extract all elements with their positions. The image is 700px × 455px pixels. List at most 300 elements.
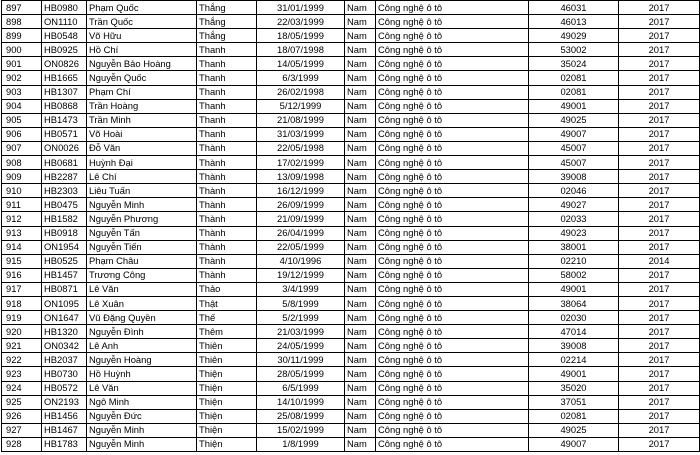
year-cell: 2017 — [619, 395, 700, 409]
student-code-cell: ON1110 — [42, 15, 87, 29]
table-row — [2, 85, 700, 99]
major-cell: Công nghệ ô tô — [376, 423, 529, 437]
gender-cell: Nam — [345, 339, 376, 353]
row-number-cell: 916 — [2, 268, 42, 282]
class-code-cell: 49027 — [529, 198, 619, 212]
major-cell: Công nghệ ô tô — [376, 43, 529, 57]
major-cell: Công nghệ ô tô — [376, 296, 529, 310]
last-middle-name-cell: Nguyễn Minh — [87, 437, 197, 451]
last-middle-name-cell: Nguyễn Quốc — [87, 71, 197, 85]
first-name-cell: Thiện — [197, 409, 257, 423]
row-number-cell: 913 — [2, 226, 42, 240]
table-row — [2, 212, 700, 226]
first-name-cell: Thiên — [197, 339, 257, 353]
table-row — [2, 198, 700, 212]
major-cell: Công nghệ ô tô — [376, 198, 529, 212]
gender-cell: Nam — [345, 254, 376, 268]
gender-cell: Nam — [345, 184, 376, 198]
first-name-cell: Thiện — [197, 437, 257, 451]
student-code-cell: HB1665 — [42, 71, 87, 85]
student-code-cell: HB1783 — [42, 437, 87, 451]
row-number-cell: 900 — [2, 43, 42, 57]
birth-date-cell: 26/09/1999 — [257, 198, 345, 212]
student-code-cell: HB0548 — [42, 29, 87, 43]
row-number-cell: 919 — [2, 311, 42, 325]
last-middle-name-cell: Trần Hoàng — [87, 99, 197, 113]
birth-date-cell: 21/03/1999 — [257, 325, 345, 339]
table-row — [2, 57, 700, 71]
student-code-cell: HB2303 — [42, 184, 87, 198]
table-row — [2, 113, 700, 127]
major-cell: Công nghệ ô tô — [376, 212, 529, 226]
first-name-cell: Thành — [197, 254, 257, 268]
student-code-cell: HB1456 — [42, 409, 87, 423]
major-cell: Công nghệ ô tô — [376, 268, 529, 282]
birth-date-cell: 31/03/1999 — [257, 127, 345, 141]
first-name-cell: Thanh — [197, 113, 257, 127]
student-code-cell: HB0572 — [42, 381, 87, 395]
table-row — [2, 15, 700, 29]
year-cell: 2017 — [619, 1, 700, 15]
row-number-cell: 921 — [2, 339, 42, 353]
last-middle-name-cell: Đỗ Văn — [87, 141, 197, 155]
student-code-cell: HB1457 — [42, 268, 87, 282]
table-row — [2, 325, 700, 339]
class-code-cell: 49001 — [529, 367, 619, 381]
birth-date-cell: 22/05/1998 — [257, 141, 345, 155]
major-cell: Công nghệ ô tô — [376, 325, 529, 339]
class-code-cell: 37051 — [529, 395, 619, 409]
gender-cell: Nam — [345, 71, 376, 85]
table-row — [2, 353, 700, 367]
table-row — [2, 226, 700, 240]
year-cell: 2017 — [619, 226, 700, 240]
year-cell: 2017 — [619, 156, 700, 170]
last-middle-name-cell: Lê Chí — [87, 170, 197, 184]
class-code-cell: 53002 — [529, 43, 619, 57]
gender-cell: Nam — [345, 85, 376, 99]
birth-date-cell: 21/08/1999 — [257, 113, 345, 127]
major-cell: Công nghệ ô tô — [376, 85, 529, 99]
year-cell: 2017 — [619, 367, 700, 381]
first-name-cell: Thêm — [197, 325, 257, 339]
last-middle-name-cell: Nguyễn Tấn — [87, 226, 197, 240]
year-cell: 2017 — [619, 409, 700, 423]
birth-date-cell: 31/01/1999 — [257, 1, 345, 15]
year-cell: 2017 — [619, 311, 700, 325]
row-number-cell: 910 — [2, 184, 42, 198]
last-middle-name-cell: Phạm Chí — [87, 85, 197, 99]
student-code-cell: HB1320 — [42, 325, 87, 339]
major-cell: Công nghệ ô tô — [376, 226, 529, 240]
major-cell: Công nghệ ô tô — [376, 71, 529, 85]
row-number-cell: 928 — [2, 437, 42, 451]
table-row — [2, 99, 700, 113]
year-cell: 2017 — [619, 325, 700, 339]
birth-date-cell: 21/09/1999 — [257, 212, 345, 226]
table-row — [2, 409, 700, 423]
major-cell: Công nghệ ô tô — [376, 113, 529, 127]
student-code-cell: ON0342 — [42, 339, 87, 353]
gender-cell: Nam — [345, 127, 376, 141]
student-code-cell: ON1954 — [42, 240, 87, 254]
class-code-cell: 02081 — [529, 409, 619, 423]
last-middle-name-cell: Lê Văn — [87, 381, 197, 395]
row-number-cell: 897 — [2, 1, 42, 15]
class-code-cell: 45007 — [529, 141, 619, 155]
major-cell: Công nghệ ô tô — [376, 15, 529, 29]
year-cell: 2017 — [619, 423, 700, 437]
year-cell: 2017 — [619, 198, 700, 212]
class-code-cell: 49007 — [529, 127, 619, 141]
major-cell: Công nghệ ô tô — [376, 29, 529, 43]
major-cell: Công nghệ ô tô — [376, 437, 529, 451]
birth-date-cell: 22/03/1999 — [257, 15, 345, 29]
student-code-cell: HB1467 — [42, 423, 87, 437]
major-cell: Công nghệ ô tô — [376, 367, 529, 381]
major-cell: Công nghệ ô tô — [376, 395, 529, 409]
table-row — [2, 282, 700, 296]
class-code-cell: 49023 — [529, 226, 619, 240]
last-middle-name-cell: Huỳnh Đại — [87, 156, 197, 170]
row-number-cell: 901 — [2, 57, 42, 71]
row-number-cell: 914 — [2, 240, 42, 254]
class-code-cell: 49007 — [529, 437, 619, 451]
year-cell: 2017 — [619, 99, 700, 113]
table-row — [2, 423, 700, 437]
year-cell: 2017 — [619, 113, 700, 127]
birth-date-cell: 14/05/1999 — [257, 57, 345, 71]
row-number-cell: 917 — [2, 282, 42, 296]
row-number-cell: 923 — [2, 367, 42, 381]
class-code-cell: 02046 — [529, 184, 619, 198]
birth-date-cell: 13/09/1998 — [257, 170, 345, 184]
first-name-cell: Thanh — [197, 71, 257, 85]
row-number-cell: 927 — [2, 423, 42, 437]
last-middle-name-cell: Lê Xuân — [87, 296, 197, 310]
birth-date-cell: 30/11/1999 — [257, 353, 345, 367]
last-middle-name-cell: Nguyễn Minh — [87, 423, 197, 437]
row-number-cell: 924 — [2, 381, 42, 395]
gender-cell: Nam — [345, 325, 376, 339]
row-number-cell: 908 — [2, 156, 42, 170]
year-cell: 2017 — [619, 43, 700, 57]
major-cell: Công nghệ ô tô — [376, 57, 529, 71]
last-middle-name-cell: Nguyễn Hoàng — [87, 353, 197, 367]
student-code-cell: HB0730 — [42, 367, 87, 381]
student-code-cell: HB1473 — [42, 113, 87, 127]
class-code-cell: 02214 — [529, 353, 619, 367]
first-name-cell: Thật — [197, 296, 257, 310]
major-cell: Công nghệ ô tô — [376, 254, 529, 268]
row-number-cell: 909 — [2, 170, 42, 184]
birth-date-cell: 19/12/1999 — [257, 268, 345, 282]
last-middle-name-cell: Hồ Chí — [87, 43, 197, 57]
first-name-cell: Thiện — [197, 367, 257, 381]
gender-cell: Nam — [345, 395, 376, 409]
gender-cell: Nam — [345, 409, 376, 423]
table-row — [2, 156, 700, 170]
first-name-cell: Thành — [197, 240, 257, 254]
row-number-cell: 903 — [2, 85, 42, 99]
first-name-cell: Thanh — [197, 43, 257, 57]
first-name-cell: Thiện — [197, 395, 257, 409]
first-name-cell: Thế — [197, 311, 257, 325]
major-cell: Công nghệ ô tô — [376, 1, 529, 15]
year-cell: 2017 — [619, 282, 700, 296]
year-cell: 2017 — [619, 240, 700, 254]
class-code-cell: 02030 — [529, 311, 619, 325]
row-number-cell: 911 — [2, 198, 42, 212]
first-name-cell: Thành — [197, 198, 257, 212]
gender-cell: Nam — [345, 15, 376, 29]
gender-cell: Nam — [345, 381, 376, 395]
birth-date-cell: 15/02/1999 — [257, 423, 345, 437]
table-row — [2, 170, 700, 184]
last-middle-name-cell: Trần Quốc — [87, 15, 197, 29]
major-cell: Công nghệ ô tô — [376, 99, 529, 113]
major-cell: Công nghệ ô tô — [376, 381, 529, 395]
birth-date-cell: 17/02/1999 — [257, 156, 345, 170]
student-list-table — [1, 0, 700, 452]
major-cell: Công nghệ ô tô — [376, 339, 529, 353]
year-cell: 2017 — [619, 268, 700, 282]
class-code-cell: 49029 — [529, 29, 619, 43]
table-row — [2, 311, 700, 325]
first-name-cell: Thành — [197, 156, 257, 170]
first-name-cell: Thành — [197, 170, 257, 184]
first-name-cell: Thành — [197, 184, 257, 198]
last-middle-name-cell: Võ Hữu — [87, 29, 197, 43]
table-row — [2, 367, 700, 381]
major-cell: Công nghệ ô tô — [376, 282, 529, 296]
year-cell: 2017 — [619, 85, 700, 99]
table-row — [2, 71, 700, 85]
year-cell: 2017 — [619, 15, 700, 29]
year-cell: 2017 — [619, 339, 700, 353]
birth-date-cell: 5/12/1999 — [257, 99, 345, 113]
first-name-cell: Thắng — [197, 1, 257, 15]
row-number-cell: 922 — [2, 353, 42, 367]
student-code-cell: ON1647 — [42, 311, 87, 325]
first-name-cell: Thắng — [197, 15, 257, 29]
student-code-cell: ON1095 — [42, 296, 87, 310]
class-code-cell: 35020 — [529, 381, 619, 395]
birth-date-cell: 3/4/1999 — [257, 282, 345, 296]
table-row — [2, 29, 700, 43]
year-cell: 2017 — [619, 184, 700, 198]
row-number-cell: 912 — [2, 212, 42, 226]
last-middle-name-cell: Nguyễn Phương — [87, 212, 197, 226]
gender-cell: Nam — [345, 212, 376, 226]
table-row — [2, 240, 700, 254]
gender-cell: Nam — [345, 296, 376, 310]
year-cell: 2017 — [619, 353, 700, 367]
last-middle-name-cell: Nguyễn Đình — [87, 325, 197, 339]
major-cell: Công nghệ ô tô — [376, 156, 529, 170]
row-number-cell: 899 — [2, 29, 42, 43]
class-code-cell: 38064 — [529, 296, 619, 310]
birth-date-cell: 24/05/1999 — [257, 339, 345, 353]
class-code-cell: 46031 — [529, 1, 619, 15]
birth-date-cell: 16/12/1999 — [257, 184, 345, 198]
table-row — [2, 437, 700, 451]
class-code-cell: 49001 — [529, 99, 619, 113]
birth-date-cell: 5/2/1999 — [257, 311, 345, 325]
birth-date-cell: 14/10/1999 — [257, 395, 345, 409]
student-code-cell: HB0871 — [42, 282, 87, 296]
row-number-cell: 904 — [2, 99, 42, 113]
gender-cell: Nam — [345, 198, 376, 212]
gender-cell: Nam — [345, 240, 376, 254]
last-middle-name-cell: Nguyễn Bảo Hoàng — [87, 57, 197, 71]
gender-cell: Nam — [345, 170, 376, 184]
student-code-cell: HB1307 — [42, 85, 87, 99]
birth-date-cell: 26/04/1999 — [257, 226, 345, 240]
last-middle-name-cell: Nguyễn Minh — [87, 198, 197, 212]
major-cell: Công nghệ ô tô — [376, 353, 529, 367]
student-code-cell: ON0826 — [42, 57, 87, 71]
birth-date-cell: 4/10/1996 — [257, 254, 345, 268]
year-cell: 2017 — [619, 141, 700, 155]
year-cell: 2017 — [619, 212, 700, 226]
major-cell: Công nghệ ô tô — [376, 184, 529, 198]
year-cell: 2014 — [619, 254, 700, 268]
gender-cell: Nam — [345, 156, 376, 170]
gender-cell: Nam — [345, 353, 376, 367]
student-code-cell: ON0026 — [42, 141, 87, 155]
birth-date-cell: 6/5/1999 — [257, 381, 345, 395]
gender-cell: Nam — [345, 437, 376, 451]
student-code-cell: HB2037 — [42, 353, 87, 367]
class-code-cell: 39008 — [529, 170, 619, 184]
table-row — [2, 296, 700, 310]
student-code-cell: HB0980 — [42, 1, 87, 15]
student-code-cell: HB0571 — [42, 127, 87, 141]
row-number-cell: 902 — [2, 71, 42, 85]
birth-date-cell: 28/05/1999 — [257, 367, 345, 381]
birth-date-cell: 25/08/1999 — [257, 409, 345, 423]
birth-date-cell: 1/8/1999 — [257, 437, 345, 451]
first-name-cell: Thanh — [197, 99, 257, 113]
last-middle-name-cell: Võ Hoài — [87, 127, 197, 141]
gender-cell: Nam — [345, 99, 376, 113]
class-code-cell: 02210 — [529, 254, 619, 268]
year-cell: 2017 — [619, 127, 700, 141]
student-code-cell: HB1582 — [42, 212, 87, 226]
major-cell: Công nghệ ô tô — [376, 240, 529, 254]
class-code-cell: 49001 — [529, 282, 619, 296]
birth-date-cell: 5/8/1999 — [257, 296, 345, 310]
class-code-cell: 49025 — [529, 423, 619, 437]
class-code-cell: 02081 — [529, 85, 619, 99]
last-middle-name-cell: Vũ Đặng Quyền — [87, 311, 197, 325]
birth-date-cell: 18/05/1999 — [257, 29, 345, 43]
first-name-cell: Thành — [197, 212, 257, 226]
first-name-cell: Thành — [197, 141, 257, 155]
class-code-cell: 02033 — [529, 212, 619, 226]
gender-cell: Nam — [345, 43, 376, 57]
class-code-cell: 47014 — [529, 325, 619, 339]
class-code-cell: 39008 — [529, 339, 619, 353]
birth-date-cell: 18/07/1998 — [257, 43, 345, 57]
row-number-cell: 906 — [2, 127, 42, 141]
table-row — [2, 339, 700, 353]
table-row — [2, 395, 700, 409]
last-middle-name-cell: Phạm Châu — [87, 254, 197, 268]
student-code-cell: HB0918 — [42, 226, 87, 240]
gender-cell: Nam — [345, 367, 376, 381]
class-code-cell: 46013 — [529, 15, 619, 29]
table-row — [2, 268, 700, 282]
major-cell: Công nghệ ô tô — [376, 311, 529, 325]
last-middle-name-cell: Trương Công — [87, 268, 197, 282]
year-cell: 2017 — [619, 57, 700, 71]
first-name-cell: Thanh — [197, 85, 257, 99]
major-cell: Công nghệ ô tô — [376, 141, 529, 155]
student-code-cell: ON2193 — [42, 395, 87, 409]
row-number-cell: 898 — [2, 15, 42, 29]
student-code-cell: HB0681 — [42, 156, 87, 170]
first-name-cell: Thắng — [197, 29, 257, 43]
row-number-cell: 915 — [2, 254, 42, 268]
major-cell: Công nghệ ô tô — [376, 409, 529, 423]
gender-cell: Nam — [345, 141, 376, 155]
first-name-cell: Thanh — [197, 127, 257, 141]
class-code-cell: 02081 — [529, 71, 619, 85]
class-code-cell: 49025 — [529, 113, 619, 127]
first-name-cell: Thành — [197, 268, 257, 282]
year-cell: 2017 — [619, 381, 700, 395]
birth-date-cell: 22/05/1999 — [257, 240, 345, 254]
student-code-cell: HB2287 — [42, 170, 87, 184]
class-code-cell: 58002 — [529, 268, 619, 282]
table-row — [2, 254, 700, 268]
birth-date-cell: 26/02/1998 — [257, 85, 345, 99]
class-code-cell: 38001 — [529, 240, 619, 254]
first-name-cell: Thiện — [197, 423, 257, 437]
row-number-cell: 907 — [2, 141, 42, 155]
gender-cell: Nam — [345, 311, 376, 325]
table-row — [2, 43, 700, 57]
gender-cell: Nam — [345, 282, 376, 296]
student-code-cell: HB0925 — [42, 43, 87, 57]
year-cell: 2017 — [619, 437, 700, 451]
major-cell: Công nghệ ô tô — [376, 127, 529, 141]
first-name-cell: Thanh — [197, 57, 257, 71]
birth-date-cell: 6/3/1999 — [257, 71, 345, 85]
year-cell: 2017 — [619, 29, 700, 43]
row-number-cell: 926 — [2, 409, 42, 423]
student-code-cell: HB0475 — [42, 198, 87, 212]
gender-cell: Nam — [345, 57, 376, 71]
gender-cell: Nam — [345, 226, 376, 240]
major-cell: Công nghệ ô tô — [376, 170, 529, 184]
table-row — [2, 184, 700, 198]
table-row — [2, 1, 700, 15]
gender-cell: Nam — [345, 1, 376, 15]
gender-cell: Nam — [345, 113, 376, 127]
table-row — [2, 141, 700, 155]
year-cell: 2017 — [619, 296, 700, 310]
gender-cell: Nam — [345, 268, 376, 282]
last-middle-name-cell: Trần Minh — [87, 113, 197, 127]
table-row — [2, 127, 700, 141]
last-middle-name-cell: Ngô Minh — [87, 395, 197, 409]
student-code-cell: HB0525 — [42, 254, 87, 268]
row-number-cell: 920 — [2, 325, 42, 339]
first-name-cell: Thiện — [197, 381, 257, 395]
